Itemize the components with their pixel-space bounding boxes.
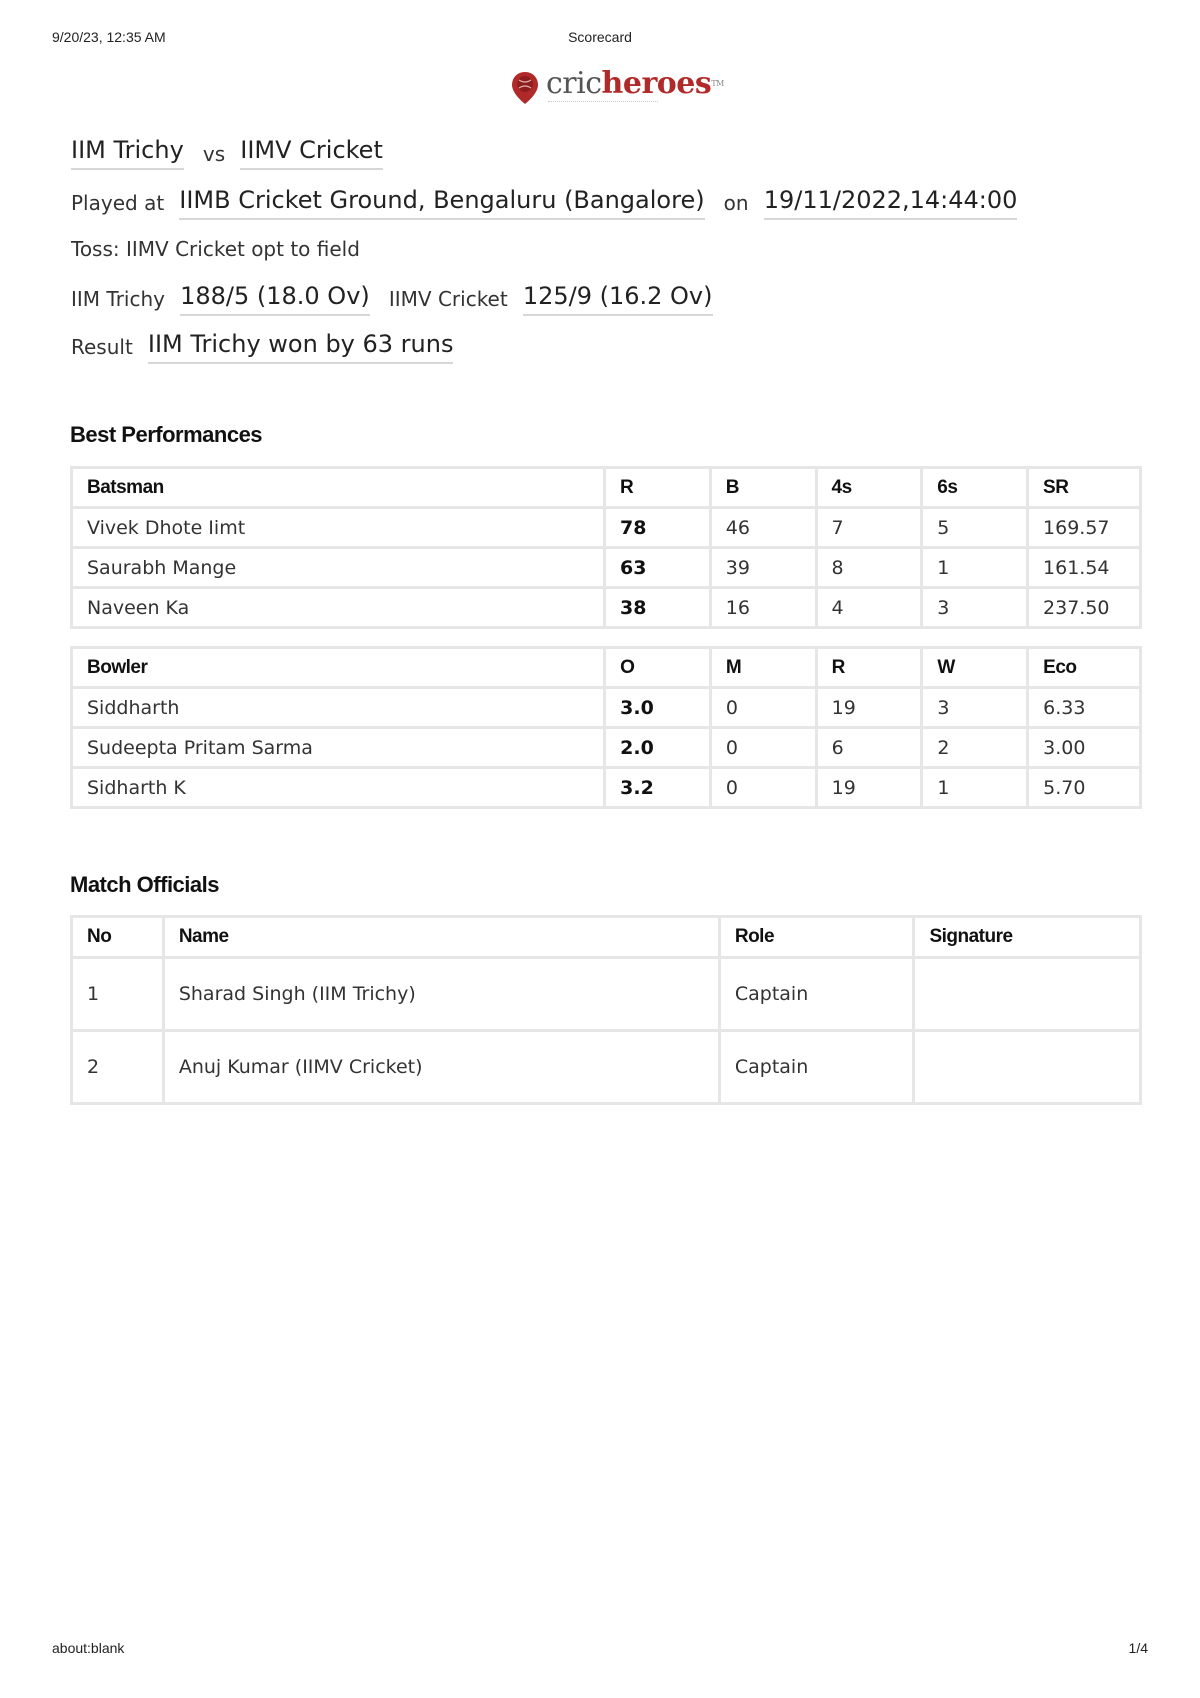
batsman-sixes: 1 (922, 548, 1028, 588)
officials-table (70, 915, 1142, 1105)
col-signature: Signature (914, 917, 1141, 958)
bowler-overs: 3.2 (605, 768, 711, 808)
table-row (72, 548, 1141, 588)
print-footer (52, 1640, 1148, 1660)
table-row (72, 958, 1141, 1031)
print-datetime: 9/20/23, 12:35 AM (52, 29, 166, 45)
print-header (52, 29, 1148, 49)
table-row (72, 728, 1141, 768)
team1-score: 188/5 (18.0 Ov) (180, 282, 370, 316)
batsman-fours: 7 (816, 508, 922, 548)
scores-row (71, 282, 1131, 330)
match-info (71, 136, 1131, 378)
team1-score-label: IIM Trichy (71, 287, 165, 311)
batsman-sr: 169.57 (1028, 508, 1141, 548)
batsman-sixes: 5 (922, 508, 1028, 548)
col-bowler: Bowler (72, 648, 605, 688)
batsman-sr: 161.54 (1028, 548, 1141, 588)
team2-name: IIMV Cricket (240, 136, 383, 170)
col-economy: Eco (1028, 648, 1141, 688)
logo-tagline (548, 101, 658, 105)
col-wickets: W (922, 648, 1028, 688)
col-balls: B (710, 468, 816, 508)
batsman-runs: 38 (605, 588, 711, 628)
toss-text: Toss: IIMV Cricket opt to field (71, 237, 360, 261)
official-role: Captain (719, 958, 914, 1031)
page-number: 1/4 (1128, 1640, 1148, 1656)
on-label: on (723, 191, 749, 215)
official-name: Anuj Kumar (IIMV Cricket) (163, 1031, 719, 1104)
batsman-fours: 8 (816, 548, 922, 588)
bowling-table (70, 646, 1142, 809)
team1-name: IIM Trichy (71, 136, 184, 170)
col-strike-rate: SR (1028, 468, 1141, 508)
official-role: Captain (719, 1031, 914, 1104)
col-batsman: Batsman (72, 468, 605, 508)
batsman-name: Vivek Dhote Iimt (72, 508, 605, 548)
teams-row (71, 136, 1131, 186)
bowler-economy: 3.00 (1028, 728, 1141, 768)
batsman-runs: 78 (605, 508, 711, 548)
batsman-runs: 63 (605, 548, 711, 588)
col-fours: 4s (816, 468, 922, 508)
bowler-runs: 19 (816, 688, 922, 728)
col-runs-conceded: R (816, 648, 922, 688)
print-title: Scorecard (568, 29, 632, 45)
bowler-wickets: 3 (922, 688, 1028, 728)
official-signature (914, 958, 1141, 1031)
batsman-balls: 39 (710, 548, 816, 588)
cricheroes-logo (510, 66, 724, 112)
col-no: No (72, 917, 164, 958)
match-datetime: 19/11/2022,14:44:00 (764, 186, 1018, 220)
bowler-runs: 19 (816, 768, 922, 808)
vs-label: vs (202, 142, 226, 166)
bowler-name: Sidharth K (72, 768, 605, 808)
batsman-sr: 237.50 (1028, 588, 1141, 628)
batsman-fours: 4 (816, 588, 922, 628)
officials-header-row (72, 917, 1141, 958)
team2-score: 125/9 (16.2 Ov) (523, 282, 713, 316)
result-text: IIM Trichy won by 63 runs (148, 330, 454, 364)
bowler-economy: 6.33 (1028, 688, 1141, 728)
batting-table (70, 466, 1142, 629)
col-maidens: M (710, 648, 816, 688)
official-no: 2 (72, 1031, 164, 1104)
bowler-name: Sudeepta Pritam Sarma (72, 728, 605, 768)
col-runs: R (605, 468, 711, 508)
col-name: Name (163, 917, 719, 958)
team2-score-label: IIMV Cricket (388, 287, 508, 311)
batsman-sixes: 3 (922, 588, 1028, 628)
table-row (72, 688, 1141, 728)
venue: IIMB Cricket Ground, Bengaluru (Bangalore) (179, 186, 704, 220)
result-label: Result (71, 335, 133, 359)
match-officials-title: Match Officials (70, 872, 219, 897)
official-name: Sharad Singh (IIM Trichy) (163, 958, 719, 1031)
bowler-overs: 3.0 (605, 688, 711, 728)
official-no: 1 (72, 958, 164, 1031)
bowler-wickets: 2 (922, 728, 1028, 768)
result-row (71, 330, 1131, 378)
table-row (72, 508, 1141, 548)
official-signature (914, 1031, 1141, 1104)
bowler-name: Siddharth (72, 688, 605, 728)
best-performances-title: Best Performances (70, 422, 263, 447)
batsman-name: Saurabh Mange (72, 548, 605, 588)
bowler-maidens: 0 (710, 688, 816, 728)
batting-header-row (72, 468, 1141, 508)
batsman-balls: 46 (710, 508, 816, 548)
ball-pin-icon (510, 70, 540, 106)
bowler-maidens: 0 (710, 728, 816, 768)
col-sixes: 6s (922, 468, 1028, 508)
print-url: about:blank (52, 1640, 125, 1656)
batsman-name: Naveen Ka (72, 588, 605, 628)
logo-wordmark: cricheroes™ (546, 66, 724, 101)
bowling-header-row (72, 648, 1141, 688)
bowler-maidens: 0 (710, 768, 816, 808)
table-row (72, 588, 1141, 628)
table-row (72, 1031, 1141, 1104)
col-overs: O (605, 648, 711, 688)
table-row (72, 768, 1141, 808)
bowler-runs: 6 (816, 728, 922, 768)
bowler-overs: 2.0 (605, 728, 711, 768)
bowler-economy: 5.70 (1028, 768, 1141, 808)
col-role: Role (719, 917, 914, 958)
bowler-wickets: 1 (922, 768, 1028, 808)
batsman-balls: 16 (710, 588, 816, 628)
venue-row (71, 186, 1131, 234)
toss-row (71, 234, 1131, 282)
played-at-label: Played at (71, 191, 165, 215)
